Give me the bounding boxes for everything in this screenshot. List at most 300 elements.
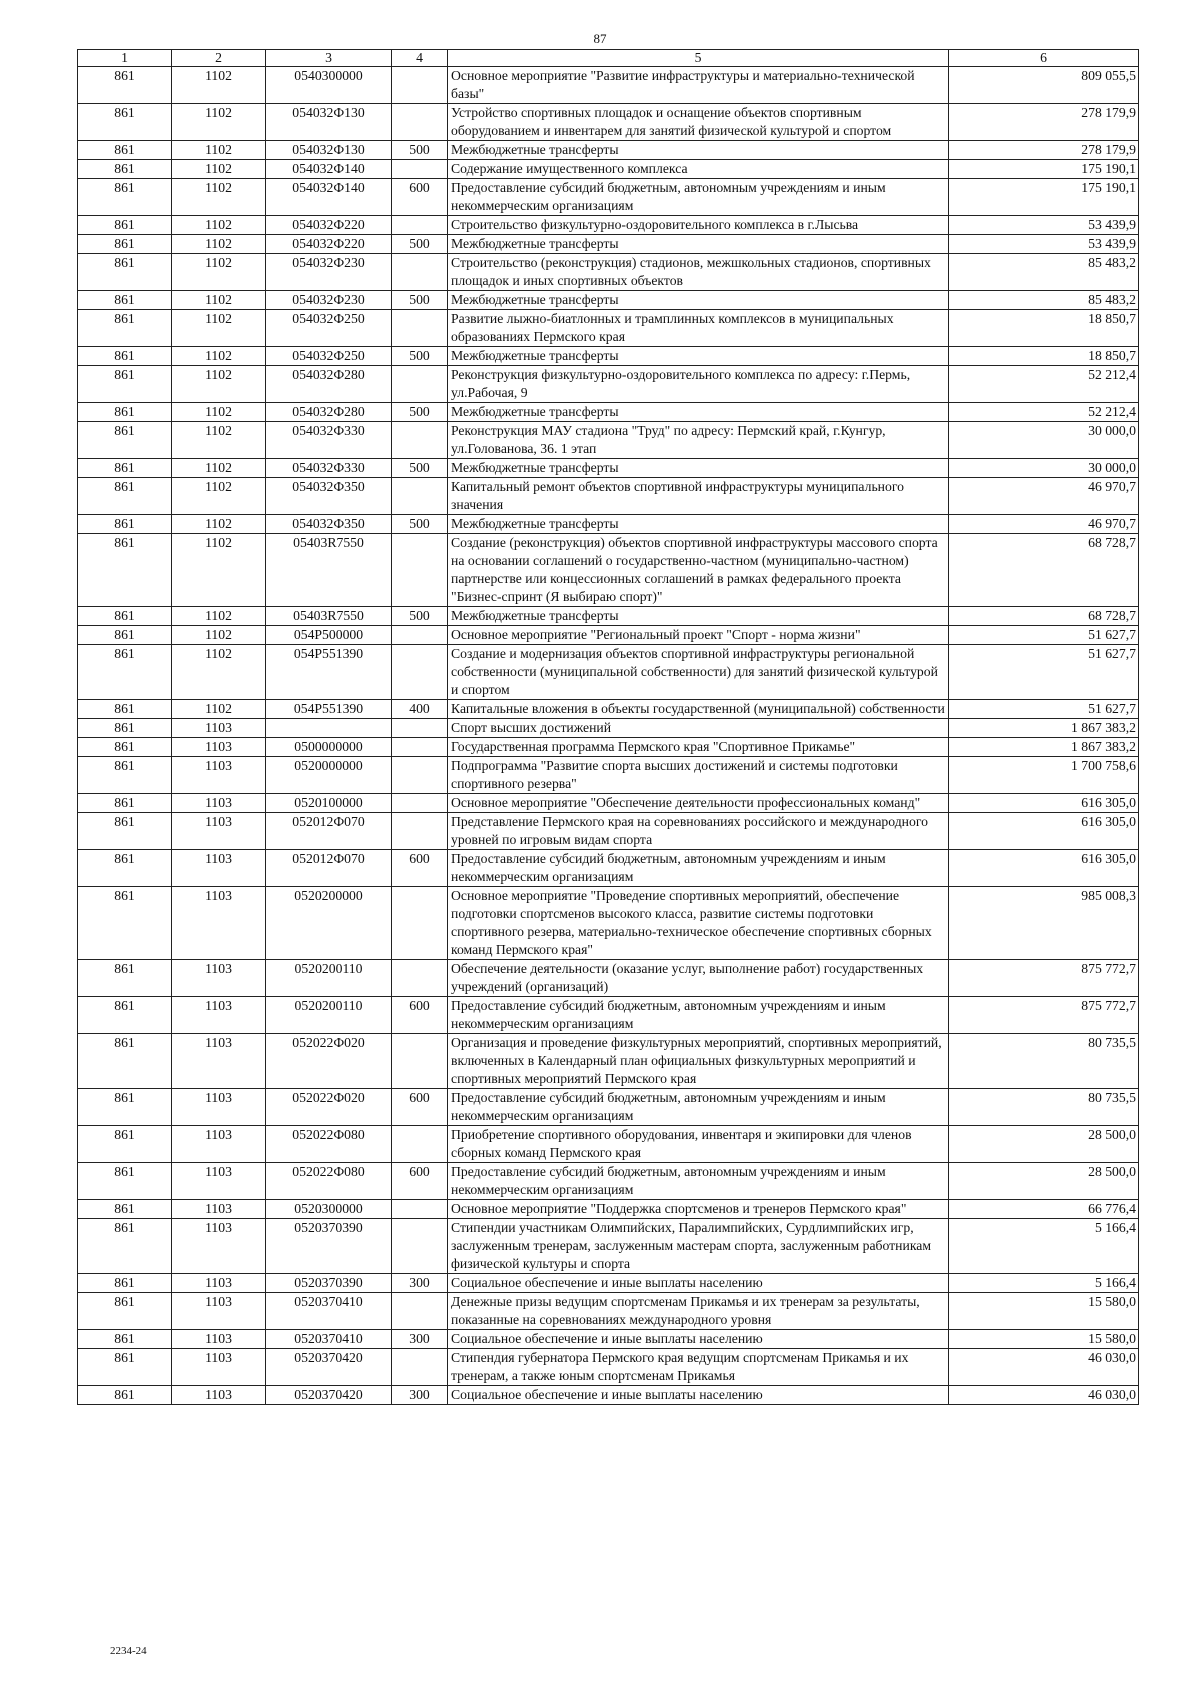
expense-type-cell	[392, 422, 448, 459]
section-code-cell: 1103	[172, 1274, 266, 1293]
admin-code-cell: 861	[78, 1330, 172, 1349]
section-code-cell: 1102	[172, 347, 266, 366]
target-article-cell: 052022Ф080	[266, 1126, 392, 1163]
amount-cell: 616 305,0	[949, 813, 1139, 850]
amount-cell: 1 700 758,6	[949, 757, 1139, 794]
section-code-cell: 1102	[172, 459, 266, 478]
admin-code-cell: 861	[78, 1034, 172, 1089]
table-row	[78, 310, 1139, 347]
description-cell: Спорт высших достижений	[448, 719, 949, 738]
section-code-cell: 1103	[172, 1349, 266, 1386]
description-cell: Основное мероприятие "Региональный проект "Спорт - норма жизни"	[448, 626, 949, 645]
description-cell: Социальное обеспечение и иные выплаты населению	[448, 1386, 949, 1405]
admin-code-cell: 861	[78, 104, 172, 141]
table-row	[78, 1200, 1139, 1219]
table-body	[78, 67, 1139, 1405]
section-code-cell: 1103	[172, 1034, 266, 1089]
amount-cell: 809 055,5	[949, 67, 1139, 104]
admin-code-cell: 861	[78, 645, 172, 700]
admin-code-cell: 861	[78, 1349, 172, 1386]
target-article-cell: 054032Ф220	[266, 235, 392, 254]
target-article-cell: 0520200110	[266, 997, 392, 1034]
description-cell: Реконструкция МАУ стадиона "Труд" по адресу: Пермский край, г.Кунгур, ул.Голованова, 36. 1 этап	[448, 422, 949, 459]
expense-type-cell	[392, 104, 448, 141]
section-code-cell: 1102	[172, 626, 266, 645]
description-cell: Стипендии участникам Олимпийских, Паралимпийских, Сурдлимпийских игр, заслуженным тренерам, заслуженным мастерам спорта, заслуженным работникам физической культуры и спорта	[448, 1219, 949, 1274]
target-article-cell: 052022Ф020	[266, 1089, 392, 1126]
admin-code-cell: 861	[78, 459, 172, 478]
target-article-cell: 0520370410	[266, 1330, 392, 1349]
amount-cell: 68 728,7	[949, 607, 1139, 626]
expense-type-cell	[392, 310, 448, 347]
description-cell: Приобретение спортивного оборудования, инвентаря и экипировки для членов сборных команд Пермского края	[448, 1126, 949, 1163]
expense-type-cell: 500	[392, 141, 448, 160]
table-row	[78, 645, 1139, 700]
amount-cell: 51 627,7	[949, 626, 1139, 645]
admin-code-cell: 861	[78, 719, 172, 738]
table-row	[78, 141, 1139, 160]
target-article-cell: 054032Ф250	[266, 347, 392, 366]
target-article-cell: 054032Ф350	[266, 515, 392, 534]
table-row	[78, 1034, 1139, 1089]
amount-cell: 30 000,0	[949, 459, 1139, 478]
amount-cell: 5 166,4	[949, 1219, 1139, 1274]
description-cell: Социальное обеспечение и иные выплаты населению	[448, 1274, 949, 1293]
target-article-cell: 054032Ф230	[266, 254, 392, 291]
section-code-cell: 1102	[172, 235, 266, 254]
target-article-cell: 0520200000	[266, 887, 392, 960]
amount-cell: 30 000,0	[949, 422, 1139, 459]
section-code-cell: 1103	[172, 794, 266, 813]
amount-cell: 18 850,7	[949, 347, 1139, 366]
description-cell: Межбюджетные трансферты	[448, 403, 949, 422]
section-code-cell: 1102	[172, 534, 266, 607]
admin-code-cell: 861	[78, 626, 172, 645]
table-row	[78, 1219, 1139, 1274]
target-article-cell: 0520370390	[266, 1219, 392, 1274]
section-code-cell: 1103	[172, 1219, 266, 1274]
target-article-cell: 05403R7550	[266, 607, 392, 626]
amount-cell: 875 772,7	[949, 960, 1139, 997]
target-article-cell: 054032Ф280	[266, 403, 392, 422]
target-article-cell: 0520100000	[266, 794, 392, 813]
expense-type-cell: 300	[392, 1386, 448, 1405]
admin-code-cell: 861	[78, 887, 172, 960]
table-row	[78, 459, 1139, 478]
description-cell: Организация и проведение физкультурных мероприятий, спортивных мероприятий, включенных в Календарный план официальных физкультурных мероприятий и спортивных мероприятий Пермского края	[448, 1034, 949, 1089]
table-row	[78, 700, 1139, 719]
expense-type-cell	[392, 478, 448, 515]
section-code-cell: 1102	[172, 403, 266, 422]
expense-type-cell	[392, 813, 448, 850]
amount-cell: 18 850,7	[949, 310, 1139, 347]
target-article-cell: 0520370390	[266, 1274, 392, 1293]
amount-cell: 80 735,5	[949, 1089, 1139, 1126]
admin-code-cell: 861	[78, 850, 172, 887]
description-cell: Межбюджетные трансферты	[448, 607, 949, 626]
target-article-cell: 054032Ф330	[266, 422, 392, 459]
amount-cell: 1 867 383,2	[949, 719, 1139, 738]
target-article-cell: 054032Ф350	[266, 478, 392, 515]
amount-cell: 85 483,2	[949, 291, 1139, 310]
admin-code-cell: 861	[78, 534, 172, 607]
admin-code-cell: 861	[78, 291, 172, 310]
target-article-cell: 052022Ф080	[266, 1163, 392, 1200]
amount-cell: 175 190,1	[949, 160, 1139, 179]
expense-type-cell: 500	[392, 459, 448, 478]
target-article-cell: 0520370420	[266, 1349, 392, 1386]
amount-cell: 15 580,0	[949, 1293, 1139, 1330]
section-code-cell: 1103	[172, 1330, 266, 1349]
table-row	[78, 515, 1139, 534]
table-row	[78, 254, 1139, 291]
admin-code-cell: 861	[78, 254, 172, 291]
admin-code-cell: 861	[78, 310, 172, 347]
description-cell: Представление Пермского края на соревнованиях российского и международного уровней по игровым видам спорта	[448, 813, 949, 850]
amount-cell: 66 776,4	[949, 1200, 1139, 1219]
admin-code-cell: 861	[78, 997, 172, 1034]
admin-code-cell: 861	[78, 813, 172, 850]
amount-cell: 46 970,7	[949, 478, 1139, 515]
expense-type-cell	[392, 887, 448, 960]
expense-type-cell: 300	[392, 1274, 448, 1293]
section-code-cell: 1103	[172, 719, 266, 738]
section-code-cell: 1103	[172, 1386, 266, 1405]
description-cell: Обеспечение деятельности (оказание услуг, выполнение работ) государственных учреждений (организаций)	[448, 960, 949, 997]
expense-type-cell: 600	[392, 997, 448, 1034]
admin-code-cell: 861	[78, 960, 172, 997]
table-row	[78, 607, 1139, 626]
amount-cell: 46 970,7	[949, 515, 1139, 534]
section-code-cell: 1103	[172, 1126, 266, 1163]
admin-code-cell: 861	[78, 738, 172, 757]
table-row	[78, 997, 1139, 1034]
description-cell: Денежные призы ведущим спортсменам Прикамья и их тренерам за результаты, показанные на соревнованиях международного уровня	[448, 1293, 949, 1330]
admin-code-cell: 861	[78, 607, 172, 626]
amount-cell: 15 580,0	[949, 1330, 1139, 1349]
description-cell: Предоставление субсидий бюджетным, автономным учреждениям и иным некоммерческим организациям	[448, 179, 949, 216]
table-row	[78, 887, 1139, 960]
column-header-3: 3	[266, 50, 392, 67]
amount-cell: 875 772,7	[949, 997, 1139, 1034]
column-header-5: 5	[448, 50, 949, 67]
expense-type-cell	[392, 216, 448, 235]
admin-code-cell: 861	[78, 478, 172, 515]
admin-code-cell: 861	[78, 67, 172, 104]
description-cell: Развитие лыжно-биатлонных и трамплинных комплексов в муниципальных образованиях Пермского края	[448, 310, 949, 347]
admin-code-cell: 861	[78, 1089, 172, 1126]
target-article-cell: 0520370420	[266, 1386, 392, 1405]
table-row	[78, 104, 1139, 141]
section-code-cell: 1102	[172, 254, 266, 291]
table-row	[78, 1274, 1139, 1293]
table-row	[78, 235, 1139, 254]
target-article-cell: 0520200110	[266, 960, 392, 997]
expense-type-cell	[392, 645, 448, 700]
description-cell: Предоставление субсидий бюджетным, автономным учреждениям и иным некоммерческим организациям	[448, 850, 949, 887]
section-code-cell: 1102	[172, 160, 266, 179]
amount-cell: 616 305,0	[949, 794, 1139, 813]
section-code-cell: 1103	[172, 850, 266, 887]
section-code-cell: 1103	[172, 813, 266, 850]
table-row	[78, 1089, 1139, 1126]
expense-type-cell: 600	[392, 850, 448, 887]
admin-code-cell: 861	[78, 403, 172, 422]
target-article-cell: 0500000000	[266, 738, 392, 757]
amount-cell: 1 867 383,2	[949, 738, 1139, 757]
description-cell: Устройство спортивных площадок и оснащение объектов спортивным оборудованием и инвентарем для занятий физической культурой и спортом	[448, 104, 949, 141]
section-code-cell: 1102	[172, 67, 266, 104]
description-cell: Основное мероприятие "Развитие инфраструктуры и материально-технической базы"	[448, 67, 949, 104]
description-cell: Предоставление субсидий бюджетным, автономным учреждениям и иным некоммерческим организациям	[448, 997, 949, 1034]
expense-type-cell: 300	[392, 1330, 448, 1349]
description-cell: Содержание имущественного комплекса	[448, 160, 949, 179]
table-row	[78, 757, 1139, 794]
admin-code-cell: 861	[78, 235, 172, 254]
expense-type-cell: 500	[392, 347, 448, 366]
target-article-cell: 0520370410	[266, 1293, 392, 1330]
description-cell: Подпрограмма "Развитие спорта высших достижений и системы подготовки спортивного резерва"	[448, 757, 949, 794]
section-code-cell: 1102	[172, 141, 266, 160]
table-row	[78, 1126, 1139, 1163]
amount-cell: 5 166,4	[949, 1274, 1139, 1293]
expense-type-cell	[392, 1034, 448, 1089]
section-code-cell: 1102	[172, 104, 266, 141]
section-code-cell: 1102	[172, 700, 266, 719]
admin-code-cell: 861	[78, 1386, 172, 1405]
target-article-cell: 052022Ф020	[266, 1034, 392, 1089]
description-cell: Основное мероприятие "Поддержка спортсменов и тренеров Пермского края"	[448, 1200, 949, 1219]
amount-cell: 68 728,7	[949, 534, 1139, 607]
section-code-cell: 1103	[172, 1293, 266, 1330]
description-cell: Межбюджетные трансферты	[448, 459, 949, 478]
target-article-cell: 0520300000	[266, 1200, 392, 1219]
amount-cell: 28 500,0	[949, 1126, 1139, 1163]
table-row	[78, 403, 1139, 422]
target-article-cell: 052012Ф070	[266, 813, 392, 850]
expense-type-cell: 500	[392, 607, 448, 626]
description-cell: Государственная программа Пермского края "Спортивное Прикамье"	[448, 738, 949, 757]
table-row	[78, 478, 1139, 515]
target-article-cell: 054032Ф250	[266, 310, 392, 347]
column-header-1: 1	[78, 50, 172, 67]
target-article-cell: 052012Ф070	[266, 850, 392, 887]
table-row	[78, 67, 1139, 104]
section-code-cell: 1103	[172, 887, 266, 960]
target-article-cell: 054032Ф130	[266, 104, 392, 141]
expense-type-cell	[392, 738, 448, 757]
description-cell: Межбюджетные трансферты	[448, 141, 949, 160]
target-article-cell: 054032Ф130	[266, 141, 392, 160]
column-header-6: 6	[949, 50, 1139, 67]
expense-type-cell	[392, 757, 448, 794]
amount-cell: 46 030,0	[949, 1349, 1139, 1386]
description-cell: Предоставление субсидий бюджетным, автономным учреждениям и иным некоммерческим организациям	[448, 1163, 949, 1200]
amount-cell: 52 212,4	[949, 403, 1139, 422]
expense-type-cell	[392, 160, 448, 179]
table-row	[78, 422, 1139, 459]
section-code-cell: 1102	[172, 291, 266, 310]
expense-type-cell	[392, 254, 448, 291]
table-row	[78, 1330, 1139, 1349]
expense-type-cell: 600	[392, 179, 448, 216]
table-row	[78, 794, 1139, 813]
budget-table	[77, 49, 1139, 1405]
table-row	[78, 291, 1139, 310]
description-cell: Основное мероприятие "Обеспечение деятельности профессиональных команд"	[448, 794, 949, 813]
table-row	[78, 1349, 1139, 1386]
section-code-cell: 1102	[172, 515, 266, 534]
target-article-cell: 0540300000	[266, 67, 392, 104]
section-code-cell: 1103	[172, 1089, 266, 1126]
table-row	[78, 738, 1139, 757]
table-row	[78, 160, 1139, 179]
description-cell: Строительство физкультурно-оздоровительного комплекса в г.Лысьва	[448, 216, 949, 235]
expense-type-cell	[392, 626, 448, 645]
description-cell: Капитальные вложения в объекты государственной (муниципальной) собственности	[448, 700, 949, 719]
admin-code-cell: 861	[78, 141, 172, 160]
amount-cell: 616 305,0	[949, 850, 1139, 887]
target-article-cell: 0520000000	[266, 757, 392, 794]
admin-code-cell: 861	[78, 1200, 172, 1219]
column-header-4: 4	[392, 50, 448, 67]
section-code-cell: 1102	[172, 607, 266, 626]
section-code-cell: 1103	[172, 1200, 266, 1219]
description-cell: Межбюджетные трансферты	[448, 291, 949, 310]
target-article-cell	[266, 719, 392, 738]
amount-cell: 85 483,2	[949, 254, 1139, 291]
description-cell: Стипендия губернатора Пермского края ведущим спортсменам Прикамья и их тренерам, а также юным спортсменам Прикамья	[448, 1349, 949, 1386]
expense-type-cell	[392, 534, 448, 607]
admin-code-cell: 861	[78, 366, 172, 403]
description-cell: Создание и модернизация объектов спортивной инфраструктуры региональной собственности (муниципальной собственности) для занятий физической культурой и спортом	[448, 645, 949, 700]
section-code-cell: 1102	[172, 366, 266, 403]
table-row	[78, 1163, 1139, 1200]
section-code-cell: 1103	[172, 997, 266, 1034]
table-row	[78, 216, 1139, 235]
expense-type-cell: 500	[392, 515, 448, 534]
admin-code-cell: 861	[78, 347, 172, 366]
description-cell: Капитальный ремонт объектов спортивной инфраструктуры муниципального значения	[448, 478, 949, 515]
description-cell: Социальное обеспечение и иные выплаты населению	[448, 1330, 949, 1349]
target-article-cell: 054032Ф280	[266, 366, 392, 403]
expense-type-cell	[392, 1200, 448, 1219]
amount-cell: 175 190,1	[949, 179, 1139, 216]
amount-cell: 52 212,4	[949, 366, 1139, 403]
section-code-cell: 1102	[172, 179, 266, 216]
expense-type-cell	[392, 366, 448, 403]
table-row	[78, 179, 1139, 216]
description-cell: Межбюджетные трансферты	[448, 347, 949, 366]
page-number: 87	[593, 31, 607, 46]
table-row	[78, 626, 1139, 645]
expense-type-cell	[392, 719, 448, 738]
description-cell: Основное мероприятие "Проведение спортивных мероприятий, обеспечение подготовки спортсменов высокого класса, развитие системы подготовки спортивного резерва, материально-техническое обеспечение спортивных сборных команд Пермского края"	[448, 887, 949, 960]
section-code-cell: 1102	[172, 310, 266, 347]
expense-type-cell: 600	[392, 1089, 448, 1126]
amount-cell: 53 439,9	[949, 216, 1139, 235]
table-row	[78, 850, 1139, 887]
target-article-cell: 054032Ф330	[266, 459, 392, 478]
expense-type-cell	[392, 1349, 448, 1386]
amount-cell: 80 735,5	[949, 1034, 1139, 1089]
target-article-cell: 054032Ф140	[266, 179, 392, 216]
admin-code-cell: 861	[78, 794, 172, 813]
table-row	[78, 366, 1139, 403]
description-cell: Предоставление субсидий бюджетным, автономным учреждениям и иным некоммерческим организациям	[448, 1089, 949, 1126]
expense-type-cell	[392, 794, 448, 813]
section-code-cell: 1103	[172, 960, 266, 997]
section-code-cell: 1103	[172, 757, 266, 794]
section-code-cell: 1102	[172, 216, 266, 235]
description-cell: Создание (реконструкция) объектов спортивной инфраструктуры массового спорта на основании соглашений о государственно-частном (муниципально-частном) партнерстве или концессионных соглашений в рамках федерального проекта "Бизнес-спринт (Я выбираю спорт)"	[448, 534, 949, 607]
target-article-cell: 054P551390	[266, 700, 392, 719]
description-cell: Реконструкция физкультурно-оздоровительного комплекса по адресу: г.Пермь, ул.Рабочая, 9	[448, 366, 949, 403]
amount-cell: 28 500,0	[949, 1163, 1139, 1200]
admin-code-cell: 861	[78, 757, 172, 794]
expense-type-cell: 500	[392, 235, 448, 254]
admin-code-cell: 861	[78, 422, 172, 459]
expense-type-cell: 600	[392, 1163, 448, 1200]
amount-cell: 278 179,9	[949, 141, 1139, 160]
admin-code-cell: 861	[78, 179, 172, 216]
table-row	[78, 813, 1139, 850]
expense-type-cell: 500	[392, 291, 448, 310]
column-header-2: 2	[172, 50, 266, 67]
section-code-cell: 1102	[172, 645, 266, 700]
admin-code-cell: 861	[78, 1126, 172, 1163]
table-row	[78, 534, 1139, 607]
target-article-cell: 054032Ф220	[266, 216, 392, 235]
expense-type-cell	[392, 1219, 448, 1274]
expense-type-cell	[392, 960, 448, 997]
amount-cell: 51 627,7	[949, 645, 1139, 700]
target-article-cell: 054032Ф230	[266, 291, 392, 310]
admin-code-cell: 861	[78, 160, 172, 179]
expense-type-cell: 500	[392, 403, 448, 422]
admin-code-cell: 861	[78, 515, 172, 534]
table-row	[78, 1386, 1139, 1405]
amount-cell: 46 030,0	[949, 1386, 1139, 1405]
admin-code-cell: 861	[78, 216, 172, 235]
table-row	[78, 960, 1139, 997]
column-number-row	[78, 50, 1139, 67]
table-row	[78, 347, 1139, 366]
section-code-cell: 1102	[172, 422, 266, 459]
expense-type-cell: 400	[392, 700, 448, 719]
footer-code: 2234-24	[110, 1645, 147, 1657]
table-row	[78, 719, 1139, 738]
amount-cell: 985 008,3	[949, 887, 1139, 960]
description-cell: Межбюджетные трансферты	[448, 235, 949, 254]
amount-cell: 278 179,9	[949, 104, 1139, 141]
admin-code-cell: 861	[78, 1219, 172, 1274]
expense-type-cell	[392, 1126, 448, 1163]
table-row	[78, 1293, 1139, 1330]
section-code-cell: 1103	[172, 738, 266, 757]
description-cell: Строительство (реконструкция) стадионов, межшкольных стадионов, спортивных площадок и иных спортивных объектов	[448, 254, 949, 291]
description-cell: Межбюджетные трансферты	[448, 515, 949, 534]
admin-code-cell: 861	[78, 1163, 172, 1200]
admin-code-cell: 861	[78, 700, 172, 719]
amount-cell: 53 439,9	[949, 235, 1139, 254]
target-article-cell: 054P500000	[266, 626, 392, 645]
admin-code-cell: 861	[78, 1293, 172, 1330]
expense-type-cell	[392, 67, 448, 104]
amount-cell: 51 627,7	[949, 700, 1139, 719]
expense-type-cell	[392, 1293, 448, 1330]
target-article-cell: 054P551390	[266, 645, 392, 700]
